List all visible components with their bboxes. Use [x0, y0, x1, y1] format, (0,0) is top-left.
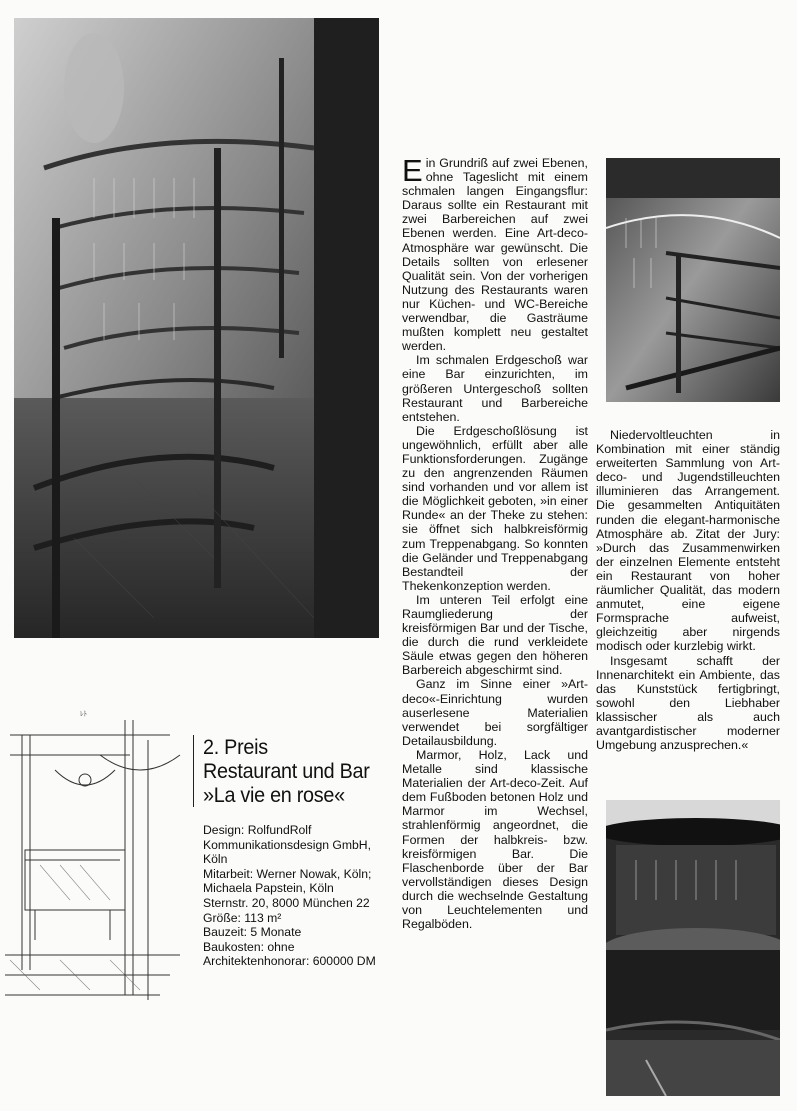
award-title-line2: »La vie en rose« — [203, 783, 345, 807]
credit-groesse: Größe: 113 m² — [203, 910, 282, 925]
award-heading — [193, 735, 413, 807]
award-rank: 2. Preis — [203, 735, 268, 759]
article-paragraph-1: Ein Grundriß auf zwei Ebenen, ohne Tageslicht mit einem schmalen langen Eingangsflur: Daraus sollte ein Restaurant mit zwei Barbereichen auf zwei Ebenen werden. Eine Art-deco-Atmosphäre war gewünscht. Die Details sollten von erlesener Qualität sein. Von der vorherigen Nutzung des Restaurants waren nur Küchen- und WC-Bereiche verwendbar, die Gasträume mußten komplett neu gestaltet werden. — [402, 153, 588, 354]
svg-text:ﾚﾄ: ﾚﾄ — [80, 710, 87, 718]
article-paragraph-8: Insgesamt schafft der Innenarchitekt ein Ambiente, das das Kunststück fertigbringt, sowohl den Liebhaber klassischer als auch avantgardistischer moderner Umgebung anzusprechen.« — [596, 653, 780, 753]
bar-sketch-drawing — [0, 700, 188, 1005]
credit-baukosten: Baukosten: ohne Architektenhonorar: 600000 DM — [203, 939, 376, 969]
main-bar-photo — [14, 18, 379, 638]
article-paragraph-5: Ganz im Sinne einer »Art-deco«-Einrichtung wurden auserlesene Materialien verwendet bei sorgfältiger Detailausbildung. — [402, 677, 588, 748]
article-paragraph-7: Niedervoltleuchten in Kombination mit einer ständig erweiterten Sammlung von Art-deco- und Jugendstilleuchten illuminieren das Arrangement. Die gesammelten Antiquitäten runden die elegant-harmonische Atmosphäre ab. Zitat der Jury: »Durch das Zusammenwirken der einzelnen Elemente entsteht ein Restaurant von hoher räumlicher Qualität, das modern anmutet, eine eigene Formsprache aufweist, gleichzeitig aber nirgends modisch oder kurzlebig wirkt. — [596, 428, 780, 654]
round-bar-photo — [606, 800, 780, 1096]
drop-cap: E — [402, 153, 423, 188]
project-credits — [203, 823, 389, 969]
article-paragraph-6: Marmor, Holz, Lack und Metalle sind klassische Materialien der Art-deco-Zeit. Auf dem Fußboden betonen Holz und Marmor im Wechsel, strahlenförmig angeordnet, die Formen der halbkreis- bzw. kreisförmigen Bar. Die Flaschenborde über der Bar vervollständigen dieses Design durch die wechselnde Gestaltung von Leuchtelementen und Regalböden. — [402, 747, 588, 932]
credit-address: Sternstr. 20, 8000 München 22 — [203, 895, 370, 910]
credit-mitarbeit: Mitarbeit: Werner Nowak, Köln; Michaela Papstein, Köln — [203, 866, 372, 896]
article-paragraph-3: Die Erdgeschoßlösung ist ungewöhnlich, erfüllt aber alle Funktionsforderungen. Zugänge zu den angrenzenden Räumen sind vorhanden und vor allem ist die Möglichkeit geboten, »in einer Runde« an der Theke zu stehen: sie öffnet sich halbkreisförmig zum Treppenabgang. So konnten die Geländer und Treppenabgang Bestandteil der Thekenkonzeption werden. — [402, 423, 588, 593]
article-column-right — [596, 428, 780, 752]
award-title-line1: Restaurant und Bar — [203, 759, 370, 783]
article-paragraph-4: Im unteren Teil erfolgt eine Raumgliederung der kreisförmigen Bar und der Tische, die durch die rund verkleidete Säule etwas gegen den höheren Barbereich abgeschirmt sind. — [402, 592, 588, 678]
credit-bauzeit: Bauzeit: 5 Monate — [203, 925, 302, 940]
credit-design: Design: RolfundRolf Kommunikationsdesign GmbH, Köln — [203, 823, 371, 867]
bar-counter-photo — [606, 158, 780, 402]
article-column-middle — [402, 153, 588, 932]
article-paragraph-2: Im schmalen Erdgeschoß war eine Bar einzurichten, im größeren Untergeschoß sollten Restaurant und Barbereiche entstehen. — [402, 353, 588, 424]
